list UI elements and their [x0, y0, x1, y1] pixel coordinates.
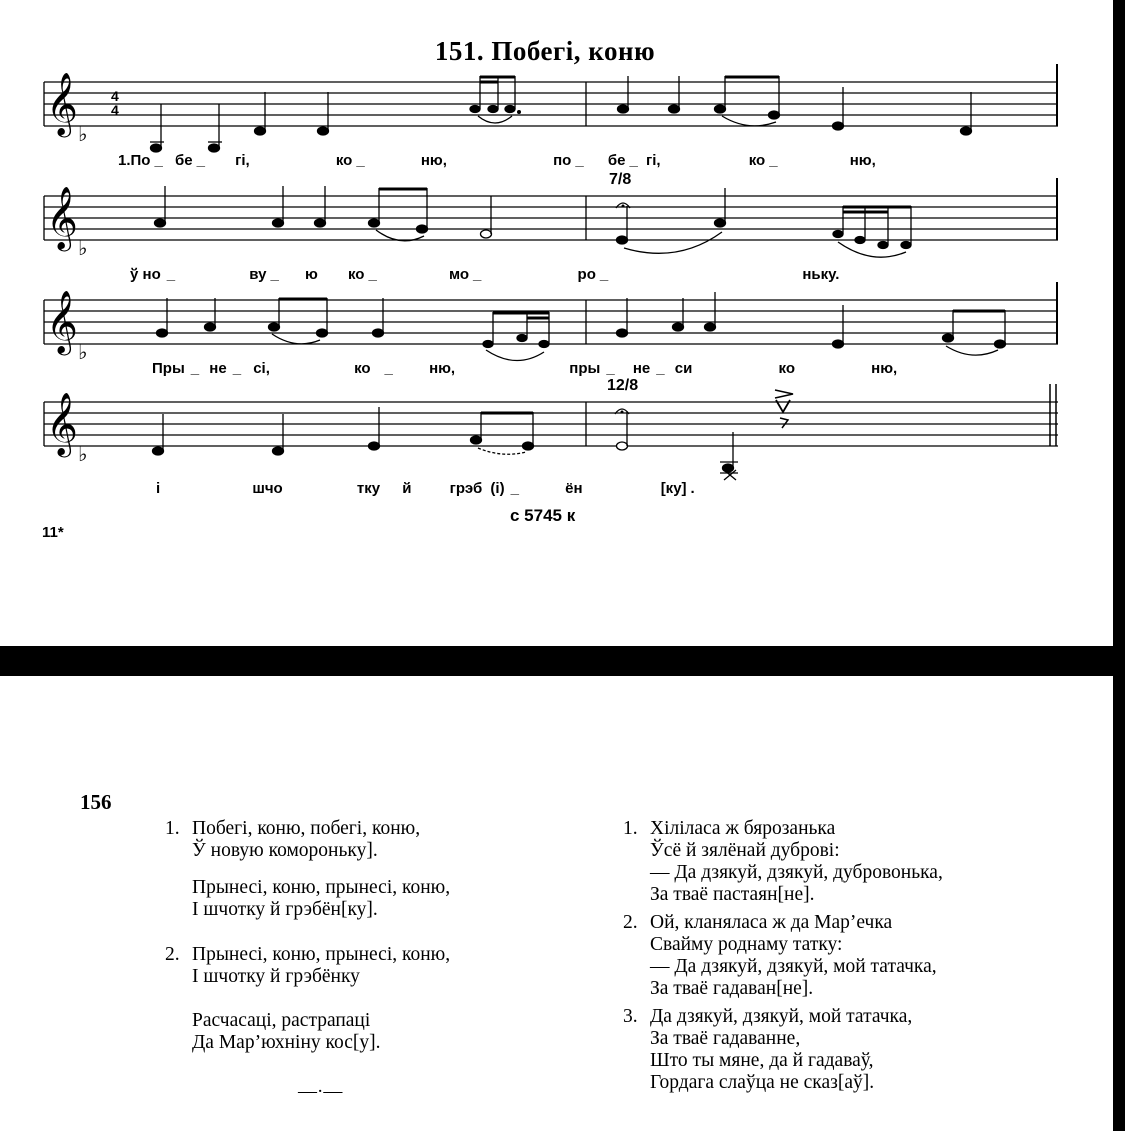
svg-text:4: 4 — [111, 102, 119, 118]
left-column — [165, 818, 451, 1054]
staff-1-notation — [38, 72, 1068, 152]
right-column — [623, 818, 943, 1094]
svg-text:𝄞: 𝄞 — [46, 72, 78, 135]
left-stanza-2b: Расчасаці, растрапаці Да Мар’юхніну кос[у]. — [192, 1010, 381, 1053]
svg-text:♭: ♭ — [78, 340, 88, 364]
svg-text:4: 4 — [111, 88, 119, 104]
lyrics-page — [0, 676, 1113, 1131]
staff-row-2 — [38, 171, 1068, 266]
staff-row-1 — [38, 72, 1068, 152]
staff-row-4 — [38, 377, 1068, 472]
svg-text:♭: ♭ — [78, 122, 88, 146]
svg-text:𝄞: 𝄞 — [46, 186, 78, 249]
left-stanza-1b: Прынесі, коню, прынесі, коню, І шчотку й грэбён[ку]. — [192, 877, 451, 920]
right-stanza-2: 2. Ой, кланяласа ж да Мар’ечка Свайму роднаму татку: — Да дзякуй, дзякуй, мой татачка, За тваё гадаван[не]. — [623, 912, 937, 999]
right-stanza-3: 3. Да дзякуй, дзякуй, мой татачка, За тваё гадаванне, Што ты мяне, да й гадаваў, Гордага слаўца не сказ[аў]. — [623, 1006, 913, 1093]
lyrics-row-4: і шчо тку й грэб (і) _ ён [ку] . — [156, 480, 695, 497]
staff-4-notation — [38, 377, 1068, 472]
left-stanza-2: 2. Прынесі, коню, прынесі, коню, І шчотку й грэбёнку — [165, 944, 451, 987]
svg-text:𝄞: 𝄞 — [46, 290, 78, 353]
lyrics-row-1: 1.По _ бе _ гі, ко _ ню, по _ бе _ гі, ко _ ню, — [118, 152, 876, 169]
song-title: 151. Побегі, коню — [434, 36, 656, 66]
right-stanza-1: 1. Хіліласа ж бярозанька Ўсё й зялёнай дуброві: — Да дзякуй, дзякуй, дубровонька, За тваё пастаян[не]. — [623, 818, 943, 905]
lyrics-row-3: Пры _ не _ сі, ко _ ню, пры _ не _ си ко ню, — [152, 360, 898, 377]
lyrics-row-2: ў но _ ву _ ю ко _ мо _ ро _ ньку. — [130, 266, 840, 283]
staff-3-notation — [38, 290, 1068, 370]
left-stanza-1: 1. Побегі, коню, побегі, коню, Ў новую комороньку]. — [165, 818, 421, 861]
page-number: 156 — [80, 790, 112, 814]
svg-text:♭: ♭ — [78, 442, 88, 466]
meter-7-8: 7/8 — [609, 171, 632, 188]
catalog-number: с 5745 к — [510, 506, 576, 525]
staff-2-notation — [38, 171, 1068, 266]
staff-row-3 — [38, 290, 1068, 370]
meter-12-8: 12/8 — [607, 377, 639, 394]
svg-text:𝄞: 𝄞 — [46, 392, 78, 455]
page-mark: 11* — [42, 524, 64, 541]
svg-text:♭: ♭ — [78, 236, 88, 260]
end-mark: —·— — [298, 1081, 343, 1102]
